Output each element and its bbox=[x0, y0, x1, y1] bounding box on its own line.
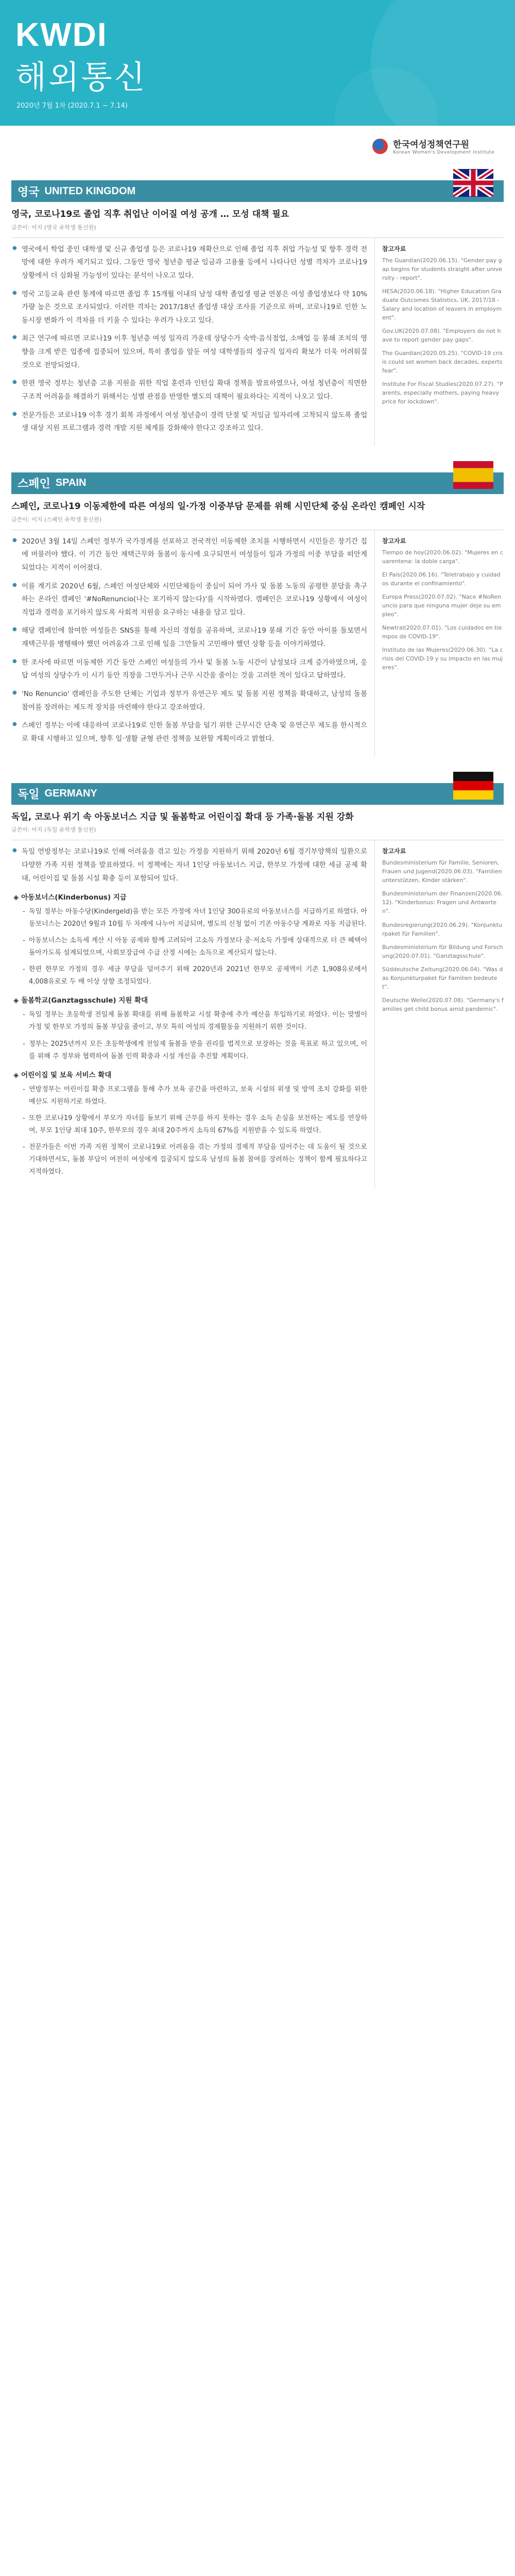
logo-band bbox=[0, 126, 515, 170]
reference-link[interactable]: Deutsche Welle(2020.07.08). "Germany's families get child bonus amid pandemic". bbox=[382, 996, 504, 1012]
references-sidebar bbox=[374, 840, 504, 1188]
article-paragraph: ● 최근 연구에 따르면 코로나19 이후 청년층 여성 일자리 가운데 상당수가 숙박·음식점업, 소매업 등 봉쇄 조치의 영향을 크게 받은 업종에 집중되어 있으며, 특히 졸업을 앞둔 여성 대학생들의 정규직 일자리 확보가 더욱 어려워질 것으로 전망되었다. bbox=[11, 332, 367, 372]
article-paragraph: ● 한편 영국 정부는 청년층 고용 지원을 위한 직업 훈련과 인턴십 확대 정책을 발표하였으나, 여성 청년층이 직면한 구조적 어려움을 해결하기 위해서는 성별 관점을 반영한 별도의 대책이 필요하다는 지적이 나오고 있다. bbox=[11, 377, 367, 403]
subheading: ◈ 어린이집 및 보육 서비스 확대 bbox=[13, 1071, 112, 1079]
references-label: 참고자료 bbox=[382, 537, 406, 545]
reference-link[interactable]: Newtral(2020.07.01). "Los cuidados en tiempos de COVID-19". bbox=[382, 624, 502, 640]
article-author: 글쓴이: 이지 (스페인 유학생 통신원) bbox=[11, 516, 102, 523]
article-paragraph: ● 'No Renuncio' 캠페인을 주도한 단체는 기업과 정부가 유연근무 제도 및 돌봄 지원 정책을 확대하고, 남성의 돌봄 참여를 장려하는 제도적 장치를 마련해야 한다고 강조하였다. bbox=[11, 688, 367, 714]
article-author: 글쓴이: 이지 (독일 유학생 통신원) bbox=[11, 826, 96, 834]
references-label: 참고자료 bbox=[382, 245, 406, 252]
list-item: - 독일 정부는 초등학생 전일제 돌봄 확대를 위해 돌봄학교 시설 확충에 추가 예산을 투입하기로 하였다. 이는 맞벌이 가정 및 한부모 가정의 돌봄 부담을 줄이고, 부모 특히 여성의 경제활동을 지원하기 위한 것이다. bbox=[11, 1009, 367, 1033]
list-item: - 전문가들은 이번 가족 지원 정책이 코로나19로 어려움을 겪는 가정의 경제적 부담을 덜어주는 데 도움이 될 것으로 기대하면서도, 돌봄 부담이 여전히 여성에게 집중되지 않도록 남성의 돌봄 참여를 장려하는 정책이 함께 필요하다고 지적하였다. bbox=[11, 1141, 367, 1178]
article-paragraph: ● 전문가들은 코로나19 이후 경기 회복 과정에서 여성 청년층이 경력 단절 및 저임금 일자리에 고착되지 않도록 졸업생 대상 지원 프로그램과 경력 개발 지원 체계를 강화해야 한다고 강조하고 있다. bbox=[11, 409, 367, 435]
issue-date: 2020년 7월 1차 (2020.7.1 ~ 7.14) bbox=[16, 102, 128, 110]
list-item: - 또한 코로나19 상황에서 부모가 자녀를 돌보기 위해 근무를 하지 못하는 경우 소득 손실을 보전하는 제도를 연장하여, 부모 1인당 최대 10주, 한부모의 경우 최대 20주까지 소득의 67%를 지원받을 수 있도록 하였다. bbox=[11, 1112, 367, 1137]
article-title: 독일, 코로나 위기 속 아동보너스 지급 및 돌봄학교 어린이집 확대 등 가족·돌봄 지원 강화 bbox=[11, 811, 354, 822]
subheading: ◈ 아동보너스(Kinderbonus) 지급 bbox=[13, 893, 127, 902]
newsletter-header bbox=[0, 0, 515, 170]
newsletter-title-en: KWDI bbox=[15, 16, 108, 53]
section-tag: 독일 bbox=[18, 788, 40, 802]
section-germany bbox=[0, 783, 515, 1188]
uk-flag-icon bbox=[453, 169, 493, 197]
org-name-en: Korean Women's Development Institute bbox=[393, 150, 494, 155]
article-paragraph: ● 영국 고등교육 관련 통계에 따르면 졸업 후 15개월 이내의 남성 대학 졸업생 평균 연봉은 여성 졸업생보다 약 10%가량 높은 것으로 조사되었다. 이러한 격차는 2017/18년 졸업생 대상 조사를 기준으로 하며, 코로나19로 인한 노동시장 변화가 이 격차를 더 키울 수 있다는 우려가 나오고 있다. bbox=[11, 288, 367, 328]
section-country: UNITED KINGDOM bbox=[44, 185, 136, 197]
article-title: 스페인, 코로나19 이동제한에 따른 여성의 일·가정 이중부담 문제를 위해 시민단체 중심 온라인 캠페인 시작 bbox=[11, 501, 425, 512]
section-tag: 스페인 bbox=[18, 478, 50, 491]
germany-flag-icon bbox=[453, 772, 493, 800]
subheading-text: 어린이집 및 보육 서비스 확대 bbox=[21, 1071, 112, 1079]
section-header-germany bbox=[11, 783, 504, 805]
references-sidebar bbox=[374, 530, 504, 756]
reference-link[interactable]: El País(2020.06.16). "Teletrabajo y cuidados durante el confinamiento". bbox=[382, 571, 501, 587]
article-author: 글쓴이: 이지 (영국 유학생 통신원) bbox=[11, 224, 96, 231]
article-body bbox=[11, 530, 374, 756]
reference-link[interactable]: Bundesregierung(2020.06.29). "Konjunkturpaket für Familien". bbox=[382, 921, 502, 937]
list-item: - 연방정부는 어린이집 확충 프로그램을 통해 추가 보육 공간을 마련하고, 보육 시설의 위생 및 방역 조치 강화를 위한 예산도 지원하기로 하였다. bbox=[11, 1083, 367, 1108]
reference-link[interactable]: Institute For Fiscal Studies(2020.07.27). "Parents, especially mothers, paying heavy price for lockdown". bbox=[382, 381, 503, 405]
reference-link[interactable]: Gov.UK(2020.07.08). "Employers do not have to report gender pay gaps". bbox=[382, 327, 501, 344]
section-tag: 영국 bbox=[18, 185, 40, 199]
org-emblem-icon bbox=[372, 139, 388, 154]
reference-link[interactable]: Bundesministerium für Familie, Senioren, Frauen und Jugend(2020.06.03). "Familien unterstützen, Kinder stärken". bbox=[382, 859, 502, 884]
article-paragraph: ● 이를 계기로 2020년 6월, 스페인 여성단체와 시민단체들이 중심이 되어 가사 및 돌봄 노동의 공평한 분담을 촉구하는 온라인 캠페인 '#NoRenuncio(나는 포기하지 않는다)'를 시작하였다. 캠페인은 코로나19 상황에서 여성이 직업과 경력을 포기하지 않도록 사회적 지원을 요구하는 내용을 담고 있다. bbox=[11, 580, 367, 620]
article-body bbox=[11, 238, 374, 446]
reference-link[interactable]: Bundesministerium der Finanzen(2020.06.12). "Kinderbonus: Fragen und Antworten". bbox=[382, 890, 503, 915]
article-paragraph: ● 2020년 3월 14일 스페인 정부가 국가경계를 선포하고 전국적인 이동제한 조치를 시행하면서 시민들은 장기간 집에 머물러야 했다. 이 기간 동안 재택근무와 돌봄이 동시에 요구되면서 여성들이 일과 가정의 이중 부담을 떠안게 되었다는 지적이 이어졌다. bbox=[11, 535, 367, 575]
reference-link[interactable]: The Guardian(2020.05.25). "COVID-19 crisis could set women back decades, experts fear". bbox=[382, 350, 503, 375]
subheading: ◈ 돌봄학교(Ganztagsschule) 지원 확대 bbox=[13, 996, 148, 1005]
reference-link[interactable]: Europa Press(2020.07.02). "Nace #NoRenuncio para que ninguna mujer deje su empleo". bbox=[382, 593, 502, 618]
reference-link[interactable]: Süddeutsche Zeitung(2020.06.04). "Was das Konjunkturpaket für Familien bedeutet". bbox=[382, 965, 503, 990]
section-spain bbox=[0, 472, 515, 756]
list-item: - 정부는 2025년까지 모든 초등학생에게 전일제 돌봄을 받을 권리를 법적으로 보장하는 것을 목표로 하고 있으며, 이를 위해 주 정부와 협력하여 돌봄 인력 확충과 시설 개선을 추진할 계획이다. bbox=[11, 1038, 367, 1063]
reference-link[interactable]: Bundesministerium für Bildung und Forschung(2020.07.01). "Ganztagsschule". bbox=[382, 943, 503, 959]
section-header-uk bbox=[11, 180, 504, 202]
article-paragraph: ● 영국에서 학업 중인 대학생 및 신규 졸업생 등은 코로나19 재확산으로 인해 졸업 직후 취업 가능성 및 향후 경력 전망에 대한 우려가 제기되고 있다. 그동안 영국 청년층 평균 임금과 고용률 등에서 나타나던 성별 격차가 코로나19 상황에서 더 심화될 가능성이 있다는 분석이 나오고 있다. bbox=[11, 243, 367, 283]
spain-flag-icon bbox=[453, 461, 493, 489]
org-name: 한국여성정책연구원 bbox=[393, 140, 469, 150]
section-country: SPAIN bbox=[55, 477, 87, 489]
org-logo[interactable] bbox=[372, 137, 494, 155]
article-paragraph: ● 독일 연방정부는 코로나19로 인해 어려움을 겪고 있는 가정을 지원하기 위해 2020년 6월 경기부양책의 일환으로 다양한 가족 지원 정책을 발표하였다. 이 정책에는 자녀 1인당 아동보너스 지급, 한부모 가정에 대한 세금 공제 확대, 어린이집 및 돌봄 시설 확충 등이 포함되어 있다. bbox=[11, 845, 367, 885]
section-country: GERMANY bbox=[44, 788, 97, 800]
subheading-text: 아동보너스(Kinderbonus) 지급 bbox=[21, 893, 127, 902]
reference-link[interactable]: The Guardian(2020.06.15). "Gender pay gap begins for students straight after university - report". bbox=[382, 257, 503, 281]
article-paragraph: ● 해당 캠페인에 참여한 여성들은 SNS를 통해 자신의 경험을 공유하며, 코로나19 봉쇄 기간 동안 아이를 돌보면서 재택근무를 병행해야 했던 어려움과 그로 인해 일을 그만둘지 고민해야 했던 상황 등을 이야기하였다. bbox=[11, 624, 367, 651]
article-title: 영국, 코로나19로 졸업 직후 취업난 이어질 여성 공개 … 모성 대책 필요 bbox=[11, 209, 289, 219]
list-item: - 한편 한부모 가정의 경우 세금 부담을 덜어주기 위해 2020년과 2021년 한부모 공제액이 기존 1,908유로에서 4,008유로로 두 배 이상 상향 조정되었다. bbox=[11, 963, 367, 988]
article-body bbox=[11, 840, 374, 1188]
reference-link[interactable]: HESA(2020.06.18). "Higher Education Graduate Outcomes Statistics, UK, 2017/18 - Salary and location of leavers in employment". bbox=[382, 287, 502, 321]
reference-link[interactable]: Instituto de las Mujeres(2020.06.30). "La crisis del COVID-19 y su impacto en las mujeres". bbox=[382, 647, 503, 671]
references-sidebar bbox=[374, 238, 504, 446]
section-header-spain bbox=[11, 472, 504, 494]
subheading-text: 돌봄학교(Ganztagsschule) 지원 확대 bbox=[21, 996, 148, 1005]
newsletter-title-ko: 해외통신 bbox=[15, 58, 147, 96]
references-label: 참고자료 bbox=[382, 848, 406, 855]
reference-link[interactable]: Tiempo de hoy(2020.06.02). "Mujeres en cuarentena: la doble carga". bbox=[382, 549, 504, 565]
list-item: - 아동보너스는 소득세 계산 시 아동 공제와 함께 고려되어 고소득 가정보다 중·저소득 가정에 상대적으로 더 큰 혜택이 돌아가도록 설계되었으며, 사회보장급여 수급 산정 시에는 소득으로 계산되지 않는다. bbox=[11, 935, 367, 959]
article-paragraph: ● 스페인 정부는 이에 대응하여 코로나19로 인한 돌봄 부담을 덜기 위한 근무시간 단축 및 유연근무 제도를 한시적으로 확대 시행하고 있으며, 향후 일·생활 균형 관련 정책을 보완할 계획이라고 밝혔다. bbox=[11, 719, 367, 745]
list-item: - 독일 정부는 아동수당(Kindergeld)을 받는 모든 가정에 자녀 1인당 300유로의 아동보너스를 지급하기로 하였다. 아동보너스는 2020년 9월과 10월 두 차례에 나누어 지급되며, 별도의 신청 없이 기존 아동수당 계좌로 자동 지급된다. bbox=[11, 906, 367, 930]
section-uk bbox=[0, 180, 515, 446]
article-paragraph: ● 한 조사에 따르면 이동제한 기간 동안 스페인 여성들의 가사 및 돌봄 노동 시간이 남성보다 크게 증가하였으며, 응답 여성의 상당수가 이 시기 동안 직장을 그만두거나 근무 시간을 줄이는 것을 고려한 적이 있다고 답하였다. bbox=[11, 656, 367, 683]
